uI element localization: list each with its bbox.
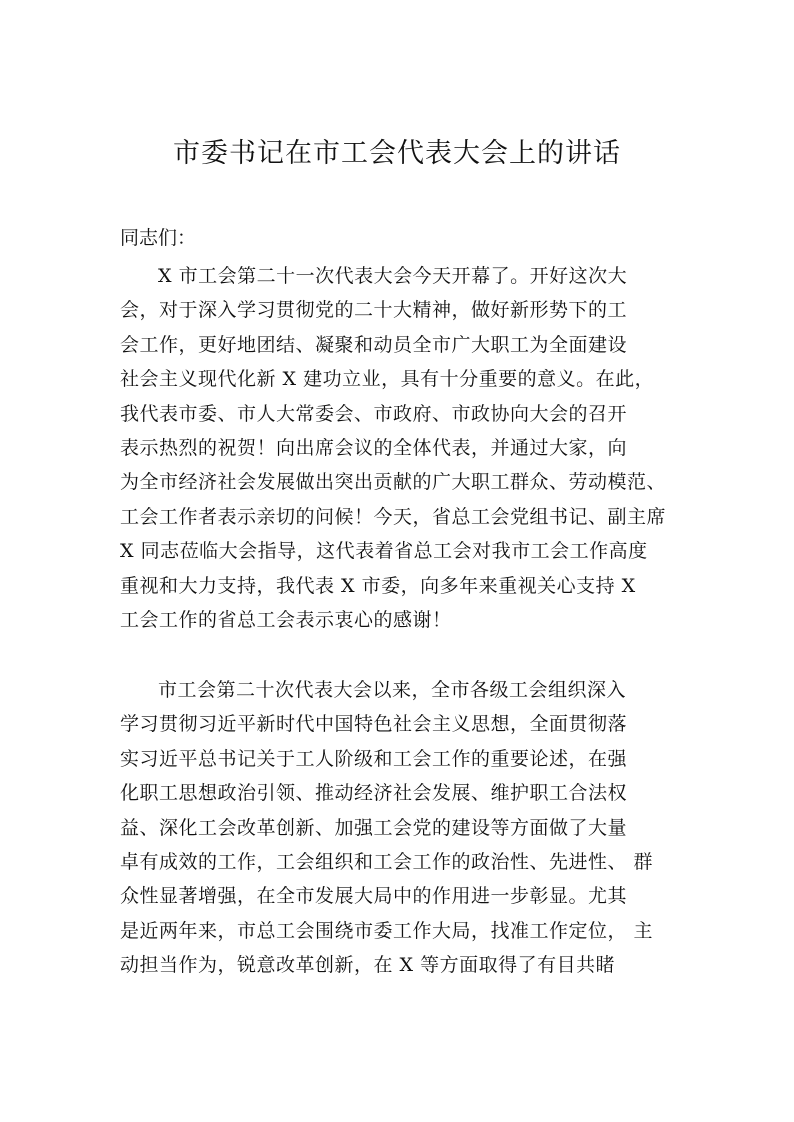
paragraph-line: 会，对于深入学习贯彻党的二十大精神，做好新形势下的工 <box>120 299 628 322</box>
paragraph-line: 益、深化工会改革创新、加强工会党的建设等方面做了大量 <box>120 816 628 839</box>
paragraph-line: 工会工作的省总工会表示衷心的感谢！ <box>120 608 452 631</box>
paragraph-2 <box>120 673 680 983</box>
document-title: 市委书记在市工会代表大会上的讲话 <box>173 138 621 169</box>
paragraph-line: 会工作，更好地团结、凝聚和动员全市广大职工为全面建设 <box>120 333 628 356</box>
paragraph-line: X 市工会第二十一次代表大会今天开幕了。开好这次大 <box>158 265 628 287</box>
paragraph-line: 表示热烈的祝贺！向出席会议的全体代表，并通过大家，向 <box>120 436 628 459</box>
paragraph-line: 我代表市委、市人大常委会、市政府、市政协向大会的召开 <box>120 402 628 425</box>
paragraph-line: 工会工作者表示亲切的问候！今天，省总工会党组书记、副主席 <box>120 505 667 528</box>
paragraph-line: 卓有成效的工作，工会组织和工会工作的政治性、先进性、 群 <box>120 850 654 873</box>
paragraph-line: 重视和大力支持，我代表 X 市委，向多年来重视关心支持 X <box>120 574 636 597</box>
paragraph-line: X 同志莅临大会指导，这代表着省总工会对我市工会工作高度 <box>120 540 648 563</box>
paragraph-1 <box>120 259 680 637</box>
paragraph-line: 社会主义现代化新 X 建功立业，具有十分重要的意义。在此， <box>120 368 655 391</box>
paragraph-line: 市工会第二十次代表大会以来，全市各级工会组织深入 <box>158 679 627 701</box>
paragraph-line: 是近两年来，市总工会围绕市委工作大局，找准工作定位， 主 <box>120 919 654 942</box>
paragraph-line: 学习贯彻习近平新时代中国特色社会主义思想，全面贯彻落 <box>120 713 628 736</box>
paragraph-line: 众性显著增强，在全市发展大局中的作用进一步彰显。尤其 <box>120 885 628 908</box>
salutation: 同志们： <box>120 227 197 249</box>
paragraph-line: 实习近平总书记关于工人阶级和工会工作的重要论述，在强 <box>120 747 628 770</box>
paragraph-line: 化职工思想政治引领、推动经济社会发展、维护职工合法权 <box>120 782 628 805</box>
paragraph-line: 动担当作为，锐意改革创新，在 X 等方面取得了有目共睹 <box>120 954 616 977</box>
paragraph-line: 为全市经济社会发展做出突出贡献的广大职工群众、劳动模范、 <box>120 471 667 494</box>
